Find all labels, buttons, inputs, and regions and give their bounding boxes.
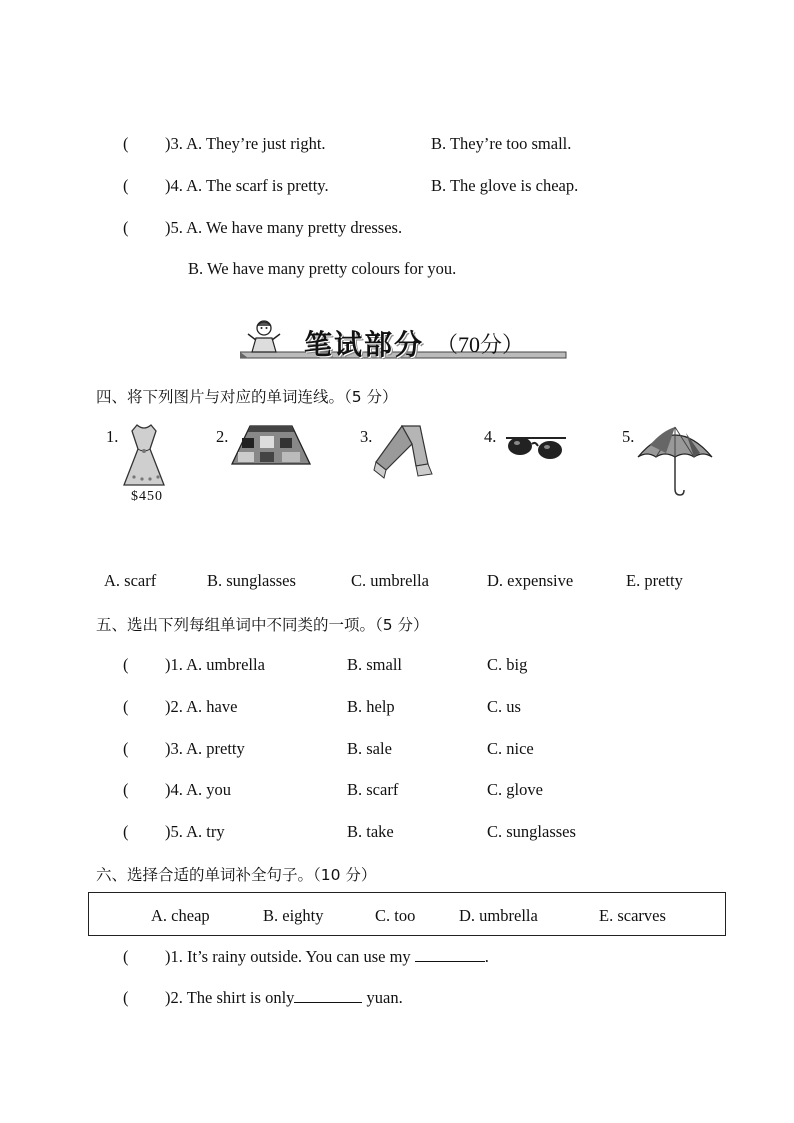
option-c: C. us: [487, 697, 521, 716]
option-b: B. take: [347, 822, 394, 841]
option-b: B. small: [347, 655, 403, 674]
answer-paren[interactable]: (: [123, 176, 129, 195]
word-option: C. umbrella: [351, 571, 429, 590]
option-b: B. scarf: [347, 780, 399, 799]
picture-number: 1.: [106, 427, 119, 446]
option-b: B. sale: [347, 739, 392, 758]
word-option: A. scarf: [104, 571, 157, 590]
section-banner: [240, 318, 570, 366]
option-a: )1. A. umbrella: [165, 655, 265, 674]
answer-paren[interactable]: (: [123, 947, 129, 966]
option-a: )2. A. have: [165, 697, 238, 716]
sentence-text: )1. It’s rainy outside. You can use my: [165, 947, 415, 966]
sentence-end: .: [484, 947, 489, 966]
word-bank-option: B. eighty: [263, 906, 324, 925]
answer-paren[interactable]: (: [123, 218, 129, 237]
option-a: )5. A. We have many pretty dresses.: [165, 218, 403, 237]
word-option: B. sunglasses: [207, 571, 296, 590]
skirt-icon: [230, 424, 312, 468]
option-b: B. help: [347, 697, 395, 716]
word-option: D. expensive: [487, 571, 574, 590]
option-c: C. big: [487, 655, 528, 674]
sunglasses-icon: [504, 432, 568, 464]
banner-title: 笔试部分: [304, 328, 425, 361]
banner-score: （70分）: [436, 332, 525, 357]
answer-paren[interactable]: (: [123, 822, 129, 841]
answer-paren[interactable]: (: [123, 780, 129, 799]
price-caption: $450: [131, 489, 163, 504]
answer-blank[interactable]: [415, 947, 485, 962]
answer-paren[interactable]: (: [123, 134, 129, 153]
picture-number: 3.: [360, 427, 373, 446]
word-bank-option: C. too: [375, 906, 416, 925]
scarf-icon: [372, 424, 438, 482]
picture-number: 5.: [622, 427, 635, 446]
sentence-text: )2. The shirt is only: [165, 988, 295, 1007]
sentence-end: yuan.: [362, 988, 403, 1007]
option-b: B. They’re too small.: [431, 134, 572, 153]
answer-paren[interactable]: (: [123, 655, 129, 674]
picture-number: 4.: [484, 427, 497, 446]
option-a: )4. A. The scarf is pretty.: [165, 176, 329, 195]
dress-icon: [118, 423, 170, 491]
option-c: C. glove: [487, 780, 543, 799]
sentence: [165, 988, 403, 1008]
section-6-heading: 六、选择合适的单词补全句子。（10 分）: [96, 866, 377, 884]
option-a: )3. A. They’re just right.: [165, 134, 326, 153]
picture-number: 2.: [216, 427, 229, 446]
word-bank-option: D. umbrella: [459, 906, 538, 925]
option-a: )4. A. you: [165, 780, 231, 799]
word-option: E. pretty: [626, 571, 683, 590]
option-a: )3. A. pretty: [165, 739, 245, 758]
answer-paren[interactable]: (: [123, 988, 129, 1007]
answer-paren[interactable]: (: [123, 697, 129, 716]
umbrella-icon: [636, 423, 714, 497]
sentence: [165, 947, 489, 967]
option-a: )5. A. try: [165, 822, 225, 841]
answer-paren[interactable]: (: [123, 739, 129, 758]
option-b: B. We have many pretty colours for you.: [188, 259, 457, 278]
section-5-heading: 五、选出下列每组单词中不同类的一项。（5 分）: [96, 616, 429, 634]
option-b: B. The glove is cheap.: [431, 176, 579, 195]
section-4-heading: 四、将下列图片与对应的单词连线。（5 分）: [96, 388, 398, 406]
word-bank-option: A. cheap: [151, 906, 210, 925]
option-c: C. nice: [487, 739, 534, 758]
answer-blank[interactable]: [294, 988, 362, 1003]
word-bank-option: E. scarves: [599, 906, 666, 925]
girl-mascot-icon: [246, 318, 282, 358]
option-c: C. sunglasses: [487, 822, 576, 841]
